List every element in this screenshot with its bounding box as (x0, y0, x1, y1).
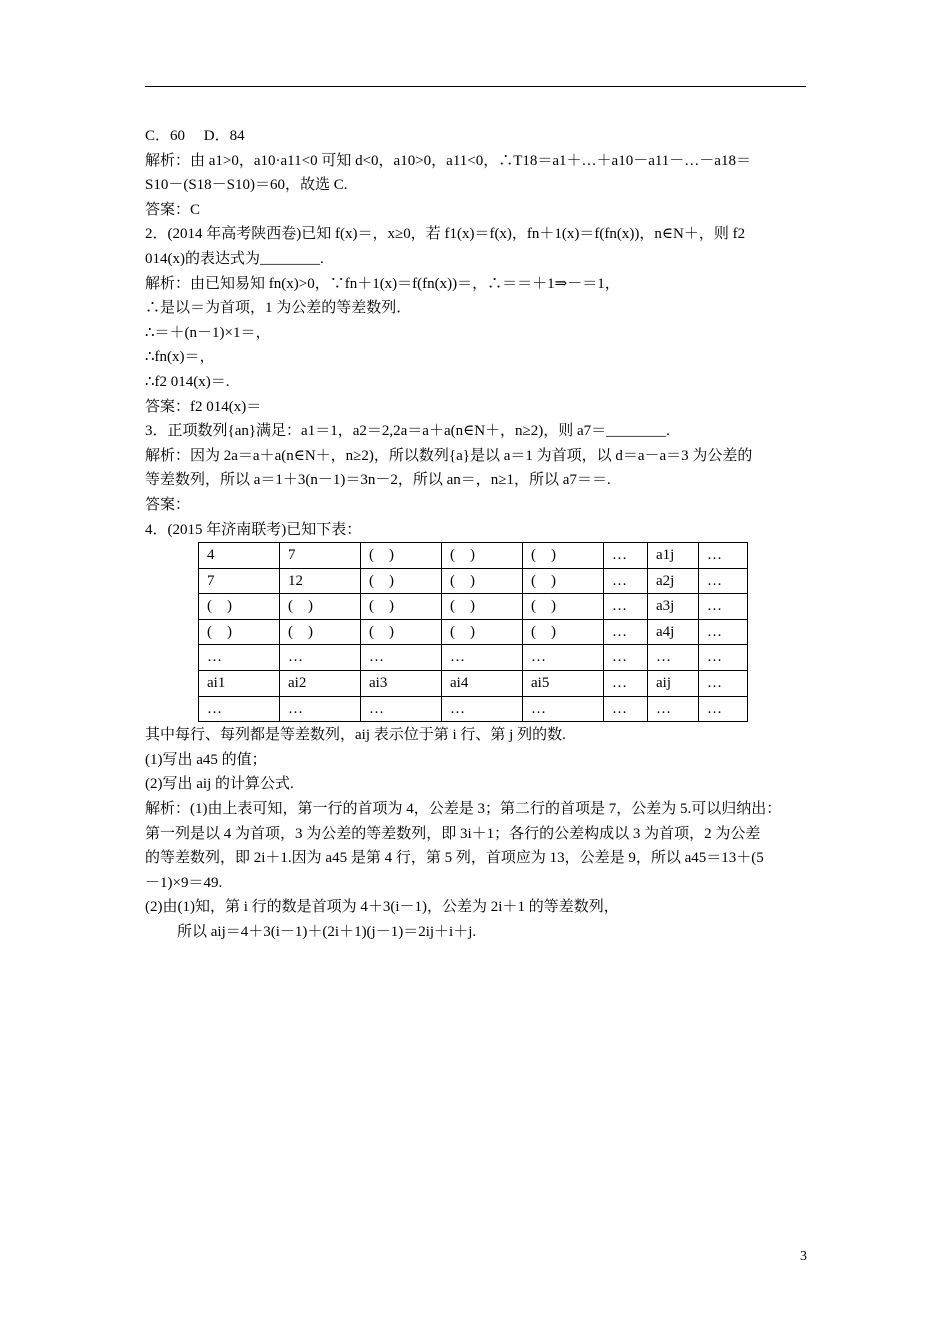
table-cell: ai5 (523, 671, 604, 697)
text-line: S10－(S18－S10)＝60，故选 C. (145, 177, 348, 194)
table-cell: a4j (648, 619, 699, 645)
table-cell: … (648, 645, 699, 671)
table-row (199, 671, 748, 697)
text-line: (2)由(1)知，第 i 行的数是首项为 4＋3(i－1)，公差为 2i＋1 的等差数列， (145, 899, 619, 916)
table-cell: … (361, 645, 442, 671)
table-cell: ai4 (442, 671, 523, 697)
table-cell: 12 (280, 568, 361, 594)
table-cell: ( ) (280, 619, 361, 645)
text-line: 解析：由已知易知 fn(x)>0，∵fn＋1(x)＝f(fn(x))＝，∴＝＝＋1⇒－＝1， (145, 275, 620, 292)
text-line: 解析：由 a1>0，a10·a11<0 可知 d<0，a10>0，a11<0，∴T18＝a1＋…＋a10－a11－…－a18＝ (145, 152, 751, 169)
table-cell: … (699, 619, 748, 645)
page-number: 3 (800, 1249, 807, 1264)
table-cell: … (699, 568, 748, 594)
table-cell: ( ) (361, 619, 442, 645)
table-cell: ( ) (442, 619, 523, 645)
text-line: ∴是以＝为首项，1 为公差的等差数列． (145, 300, 412, 317)
table-cell: … (604, 645, 648, 671)
table-cell: … (699, 543, 748, 569)
table-cell: … (699, 671, 748, 697)
table-cell: a1j (648, 543, 699, 569)
final-formula-line: 所以 aij＝4＋3(i－1)＋(2i＋1)(j－1)＝2ij＋i＋j. (177, 924, 477, 940)
text-line: 的等差数列，即 2i＋1.因为 a45 是第 4 行，第 5 列，首项应为 13，公差是 9，所以 a45＝13＋(5 (145, 850, 764, 867)
table-cell: … (699, 594, 748, 620)
table-cell: ai3 (361, 671, 442, 697)
table-cell: ( ) (523, 619, 604, 645)
table-cell: … (604, 671, 648, 697)
table-cell: ( ) (442, 594, 523, 620)
table-cell: … (604, 543, 648, 569)
table-row (199, 696, 748, 722)
table-cell: ( ) (523, 568, 604, 594)
text-line: 其中每行、每列都是等差数列，aij 表示位于第 i 行、第 j 列的数. (145, 727, 566, 744)
table-cell: ( ) (442, 568, 523, 594)
table-cell: ( ) (280, 594, 361, 620)
table-cell: ( ) (199, 619, 280, 645)
header-rule (145, 86, 806, 87)
table-cell: … (604, 568, 648, 594)
table-row (199, 645, 748, 671)
table-cell: … (199, 696, 280, 722)
text-block-before-table (145, 124, 807, 542)
arithmetic-array-table (198, 542, 748, 722)
table-cell: a3j (648, 594, 699, 620)
text-line: ∴＝＋(n－1)×1＝， (145, 324, 271, 341)
table-cell: … (604, 594, 648, 620)
table-cell: … (523, 645, 604, 671)
table-cell: ai2 (280, 671, 361, 697)
table-cell: ( ) (442, 543, 523, 569)
table-row (199, 594, 748, 620)
text-line: 答案：f2 014(x)＝ (145, 398, 262, 415)
text-line: 解析：因为 2a＝a＋a(n∈N＋，n≥2)，所以数列{a}是以 a＝1 为首项，以 d＝a－a＝3 为公差的 (145, 447, 753, 464)
text-line: 4．(2015 年济南联考)已知下表： (145, 521, 362, 538)
text-line: －1)×9＝49. (145, 874, 223, 891)
table-cell: ( ) (523, 594, 604, 620)
text-line: 3．正项数列{an}满足：a1＝1，a2＝2,2a＝a＋a(n∈N＋，n≥2)，则 a7＝________. (145, 423, 670, 440)
table-cell: … (361, 696, 442, 722)
table-cell: … (199, 645, 280, 671)
table-cell: … (280, 645, 361, 671)
table-cell: 7 (199, 568, 280, 594)
text-line: 014(x)的表达式为________. (145, 250, 324, 267)
table-cell: … (442, 696, 523, 722)
table-row (199, 568, 748, 594)
table-cell: 4 (199, 543, 280, 569)
text-line: 2．(2014 年高考陕西卷)已知 f(x)＝，x≥0，若 f1(x)＝f(x)，fn＋1(x)＝f(fn(x))，n∈N＋，则 f2 (145, 226, 746, 243)
text-line: 答案：C (145, 201, 201, 218)
text-line: (1)写出 a45 的值； (145, 751, 267, 768)
table-cell: … (699, 696, 748, 722)
text-line: (2)写出 aij 的计算公式. (145, 776, 294, 793)
text-line: ∴fn(x)＝， (145, 349, 215, 366)
table-cell: … (604, 696, 648, 722)
text-line: 解析：(1)由上表可知，第一行的首项为 4，公差是 3；第二行的首项是 7，公差为 5.可以归纳出： (145, 801, 782, 818)
table-cell: … (648, 696, 699, 722)
table-cell: … (280, 696, 361, 722)
table-cell: … (699, 645, 748, 671)
table-cell: … (442, 645, 523, 671)
table-cell: … (523, 696, 604, 722)
table-cell: ( ) (361, 543, 442, 569)
table-cell: ( ) (523, 543, 604, 569)
table-cell: aij (648, 671, 699, 697)
text-line: 答案： (145, 496, 191, 513)
table-row (199, 543, 748, 569)
table-cell: ( ) (361, 594, 442, 620)
text-line: 第一列是以 4 为首项，3 为公差的等差数列，即 3i＋1；各行的公差构成以 3 为首项，2 为公差 (145, 825, 761, 842)
table-cell: ai1 (199, 671, 280, 697)
table-cell: a2j (648, 568, 699, 594)
table-cell: ( ) (361, 568, 442, 594)
table-cell: 7 (280, 543, 361, 569)
page-content (145, 124, 807, 945)
text-line: C．60 D．84 (145, 128, 245, 144)
text-block-after-table (145, 723, 807, 920)
text-line: 等差数列，所以 a＝1＋3(n－1)＝3n－2，所以 an＝，n≥1，所以 a7＝＝. (145, 472, 611, 489)
table-cell: ( ) (199, 594, 280, 620)
table-row (199, 619, 748, 645)
table-cell: … (604, 619, 648, 645)
text-line: ∴f2 014(x)＝. (145, 373, 230, 390)
